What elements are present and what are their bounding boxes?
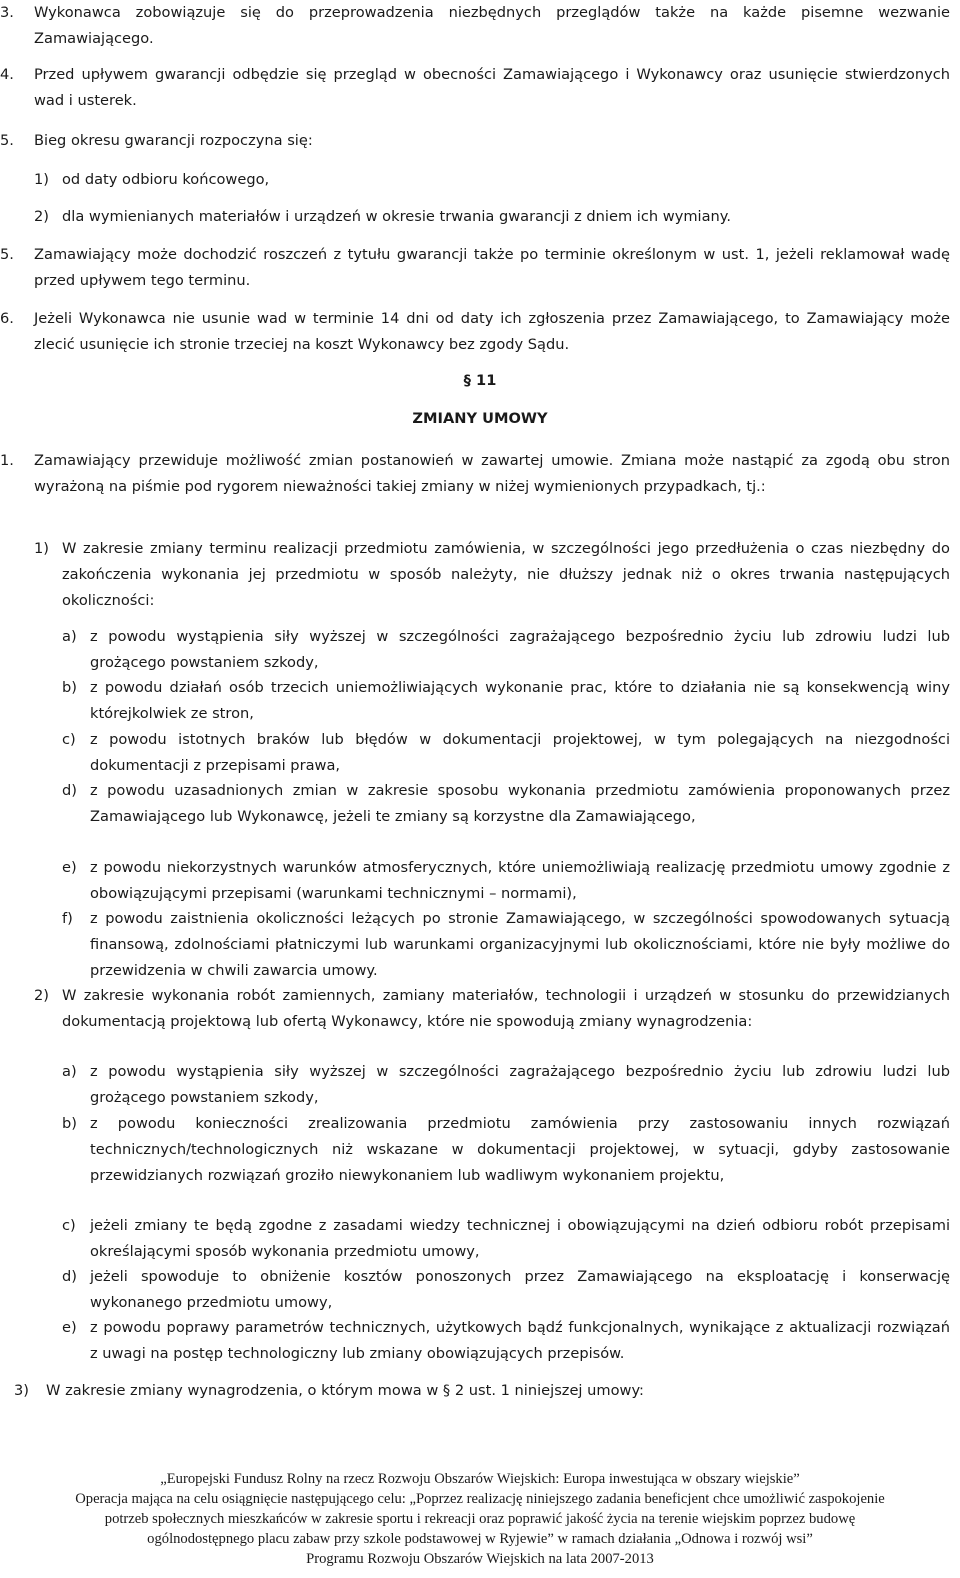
item-number: 6. <box>0 310 14 327</box>
sub-text: dla wymienianych materiałów i urządzeń w okresie trwania gwarancji z dniem ich wymiany. <box>62 208 731 225</box>
letter-text: z powodu wystąpienia siły wyższej w szczególności zagrażającego bezpośrednio życiu lub zdrowiu ludzi lub grożącego powstaniem szkody, <box>90 628 950 671</box>
letter-number: a) <box>62 628 77 645</box>
item-number: 5. <box>0 246 14 263</box>
item-text: Zamawiający może dochodzić roszczeń z tytułu gwarancji także po terminie określonym w ust. 1, jeżeli reklamował wadę przed upływem tego terminu. <box>34 246 950 289</box>
sub-text: od daty odbioru końcowego, <box>62 171 270 188</box>
footer-line-5: Programu Rozwoju Obszarów Wiejskich na lata 2007-2013 <box>306 1551 654 1567</box>
footer-line-4: ogólnodostępnego placu zabaw przy szkole podstawowej w Ryjewie” w ramach działania „Odnowa i rozwój wsi” <box>147 1531 813 1547</box>
letter-number: d) <box>62 1268 77 1285</box>
sub-number: 3) <box>14 1382 29 1399</box>
letter-number: b) <box>62 679 77 696</box>
sub-text: W zakresie wykonania robót zamiennych, zamiany materiałów, technologii i urządzeń w stosunku do przewidzianych dokumentacją projektową lub ofertą Wykonawcy, które nie spowodują zmiany wynagrodzenia: <box>62 987 950 1030</box>
section-title: ZMIANY UMOWY <box>412 410 548 427</box>
sub-number: 2) <box>34 208 49 225</box>
letter-text: z powodu wystąpienia siły wyższej w szczególności zagrażającego bezpośrednio życiu lub zdrowiu ludzi lub grożącego powstaniem szkody, <box>90 1063 950 1106</box>
item-number: 4. <box>0 66 14 83</box>
item-number: 3. <box>0 4 14 21</box>
letter-text: z powodu zaistnienia okoliczności leżących po stronie Zamawiającego, w szczególności spowodowanych sytuacją finansową, zdolnościami płatniczymi lub warunkami organizacyjnymi lub okolicznościami, które nie były możliwe do przewidzenia w chwili zawarcia umowy. <box>90 910 950 979</box>
item-text: Wykonawca zobowiązuje się do przeprowadzenia niezbędnych przeglądów także na każde pisemne wezwanie Zamawiającego. <box>34 4 950 47</box>
sub-number: 1) <box>34 171 49 188</box>
letter-text: z powodu istotnych braków lub błędów w dokumentacji projektowej, w tym polegających na niezgodności dokumentacji z przepisami prawa, <box>90 731 950 774</box>
letter-text: jeżeli zmiany te będą zgodne z zasadami wiedzy technicznej i obowiązującymi na dzień odbioru robót przepisami określającymi sposób wykonania przedmiotu umowy, <box>90 1217 950 1260</box>
item-number: 5. <box>0 132 14 149</box>
sub-text: W zakresie zmiany wynagrodzenia, o którym mowa w § 2 ust. 1 niniejszej umowy: <box>46 1382 644 1399</box>
letter-text: z powodu poprawy parametrów technicznych, użytkowych bądź funkcjonalnych, wynikające z aktualizacji rozwiązań z uwagi na postęp technologiczny lub zmiany obowiązujących przepisów. <box>90 1319 950 1362</box>
letter-text: z powodu konieczności zrealizowania przedmiotu zamówienia przy zastosowaniu innych rozwiązań technicznych/technologicznych niż wskazane w dokumentacji projektowej, w sytuacji, gdyby zastosowanie przewidzianych rozwiązań groziło niewykonaniem lub wadliwym wykonaniem projektu, <box>90 1115 950 1184</box>
section-number: § 11 <box>463 372 497 389</box>
footer-line-3: potrzeb społecznych mieszkańców w zakresie sportu i rekreacji oraz poprawić jakość życia na terenie wiejskim poprzez budowę <box>104 1511 856 1527</box>
letter-number: f) <box>62 910 73 927</box>
letter-number: d) <box>62 782 77 799</box>
footer-line-2: Operacja mająca na celu osiągnięcie następującego celu: „Poprzez realizację niniejszego zadania beneficjent chce umożliwić zaspokojenie <box>75 1491 885 1507</box>
sub-number: 1) <box>34 540 49 557</box>
sub-text: W zakresie zmiany terminu realizacji przedmiotu zamówienia, w szczególności jego przedłużenia o czas niezbędny do zakończenia wykonania jej przedmiotu w sposób należyty, nie dłuższy jednak niż o okres trwania następujących okoliczności: <box>62 540 950 609</box>
letter-text: z powodu niekorzystnych warunków atmosferycznych, które uniemożliwiają realizację przedmiotu umowy zgodnie z obowiązującymi przepisami (warunkami technicznymi – normami), <box>90 859 950 902</box>
sub-number: 2) <box>34 987 49 1004</box>
letter-text: z powodu działań osób trzecich uniemożliwiających wykonanie prac, które to działania nie są konsekwencją winy którejkolwiek ze stron, <box>90 679 950 722</box>
letter-number: e) <box>62 1319 77 1336</box>
letter-text: z powodu uzasadnionych zmian w zakresie sposobu wykonania przedmiotu zamówienia proponowanych przez Zamawiającego lub Wykonawcę, jeżeli te zmiany są korzystne dla Zamawiającego, <box>90 782 950 825</box>
letter-number: b) <box>62 1115 77 1132</box>
letter-number: c) <box>62 1217 76 1234</box>
letter-number: e) <box>62 859 77 876</box>
footer-line-1: „Europejski Fundusz Rolny na rzecz Rozwoju Obszarów Wiejskich: Europa inwestująca w obszary wiejskie” <box>160 1471 800 1487</box>
letter-number: c) <box>62 731 76 748</box>
item-text: Jeżeli Wykonawca nie usunie wad w terminie 14 dni od daty ich zgłoszenia przez Zamawiającego, to Zamawiający może zlecić usunięcie ich stronie trzeciej na koszt Wykonawcy bez zgody Sądu. <box>34 310 950 353</box>
item-number: 1. <box>0 452 14 469</box>
item-text: Zamawiający przewiduje możliwość zmian postanowień w zawartej umowie. Zmiana może nastąpić za zgodą obu stron wyrażoną na piśmie pod rygorem nieważności takiej zmiany w niżej wymienionych przypadkach, tj.: <box>34 452 950 495</box>
letter-number: a) <box>62 1063 77 1080</box>
item-text: Przed upływem gwarancji odbędzie się przegląd w obecności Zamawiającego i Wykonawcy oraz usunięcie stwierdzonych wad i usterek. <box>34 66 950 109</box>
item-text: Bieg okresu gwarancji rozpoczyna się: <box>34 132 313 149</box>
letter-text: jeżeli spowoduje to obniżenie kosztów ponoszonych przez Zamawiającego na eksploatację i konserwację wykonanego przedmiotu umowy, <box>90 1268 950 1311</box>
